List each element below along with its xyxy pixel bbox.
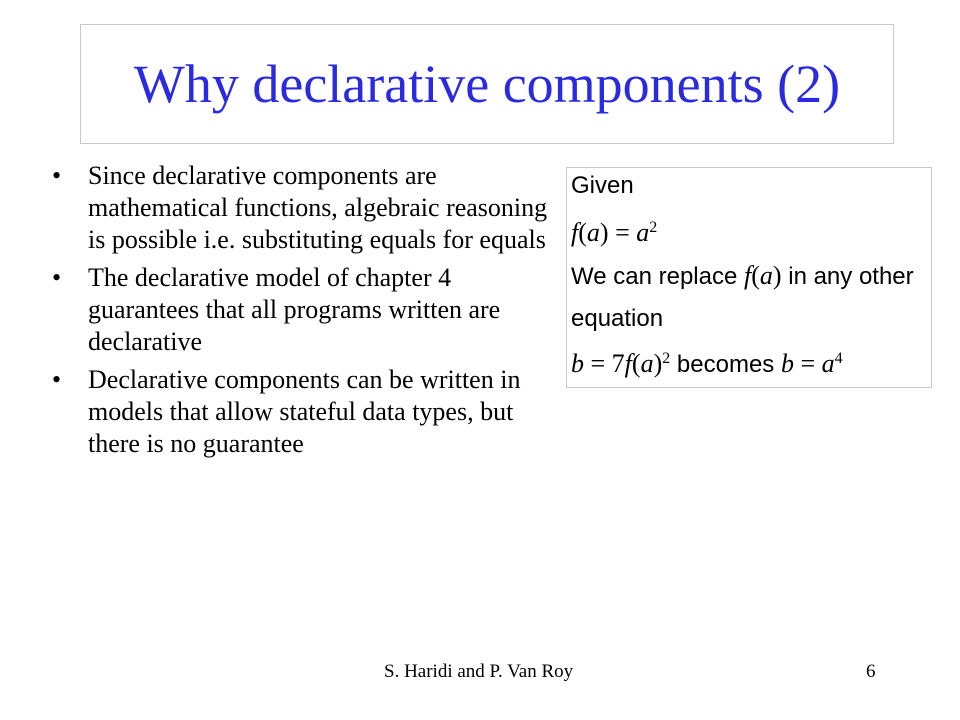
- math-equals: =: [793, 349, 822, 378]
- math-exponent: 2: [662, 350, 671, 367]
- math-a: a: [759, 261, 773, 290]
- given-text: Given: [571, 172, 634, 199]
- bullet-dot: •: [52, 365, 62, 394]
- math-b: b: [571, 349, 584, 378]
- title-box: [80, 24, 894, 144]
- bullet-text: The declarative model of chapter 4 guarantees that all programs written are declarative: [88, 263, 501, 356]
- math-exponent: 2: [649, 219, 658, 236]
- math-line-replace: [571, 261, 914, 291]
- math-f: f: [571, 218, 579, 247]
- math-b: b: [780, 349, 794, 378]
- bullet-item: [48, 262, 568, 358]
- bullet-dot: •: [52, 161, 62, 190]
- math-paren: ): [599, 218, 609, 247]
- math-f: f: [624, 349, 632, 378]
- replace-text: We can replace: [571, 263, 744, 290]
- math-paren: (: [578, 218, 587, 247]
- math-line-equation: [571, 305, 663, 333]
- bullet-text: Declarative components can be written in models that allow stateful data types, but there is no guarantee: [88, 365, 521, 458]
- math-example-box: [566, 167, 932, 388]
- equation-text: equation: [571, 305, 664, 332]
- math-equals: =: [608, 218, 637, 247]
- math-paren: ): [653, 349, 663, 378]
- slide-title: Why declarative components (2): [133, 54, 841, 114]
- math-line-result: [571, 349, 843, 379]
- math-line-given: [571, 172, 634, 200]
- bullet-list: [48, 160, 568, 466]
- math-paren: (: [631, 349, 641, 378]
- page-number: 6: [866, 661, 876, 682]
- math-line-definition: [571, 218, 657, 248]
- math-a: a: [821, 349, 835, 378]
- any-other-text: in any other: [781, 263, 914, 290]
- math-seven: 7: [611, 349, 625, 378]
- bullet-dot: •: [52, 263, 62, 292]
- math-a: a: [636, 218, 650, 247]
- math-a: a: [586, 218, 600, 247]
- bullet-text: Since declarative components are mathematical functions, algebraic reasoning is possible i.e. substituting equals for equals: [88, 161, 548, 254]
- becomes-text: becomes: [670, 351, 781, 378]
- math-a: a: [640, 349, 654, 378]
- bullet-item: [48, 160, 568, 256]
- math-paren: ): [772, 261, 782, 290]
- bullet-item: [48, 364, 568, 460]
- math-paren: (: [751, 261, 760, 290]
- math-f: f: [743, 261, 752, 290]
- math-exponent: 4: [834, 350, 843, 367]
- footer-credit: S. Haridi and P. Van Roy: [384, 661, 574, 682]
- math-equals: =: [584, 349, 612, 378]
